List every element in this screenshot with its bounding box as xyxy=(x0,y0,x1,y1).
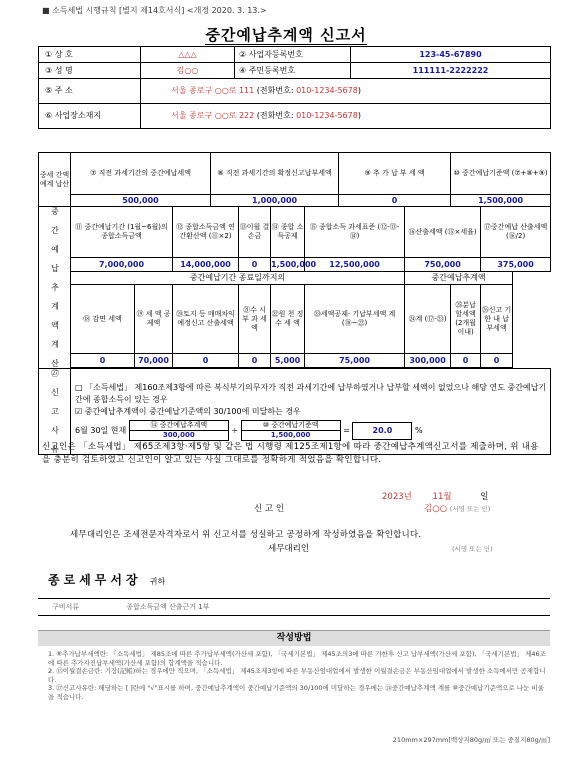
col17-header: ⑰중간예납 산출세액 (⑯/2) xyxy=(481,207,551,258)
col19-header: ⑲ 세 액 공제액 xyxy=(135,285,173,354)
agent-sign: (서명 또는 인) xyxy=(452,545,493,553)
col17-value: 375,000 xyxy=(481,258,551,271)
col14-header: ⑭ 종합 소득공제 xyxy=(271,207,305,258)
biz-phone-value: 010-1234-5678 xyxy=(296,111,358,120)
col8-header: ⑧ 직전 과세기간의 확정신고납부세액 xyxy=(211,153,339,195)
box-b-value: 1,500,000 xyxy=(270,431,311,439)
biz-close: ) xyxy=(357,111,361,120)
col26-header: ㉖신고 기한 내 납부세액 xyxy=(481,285,513,354)
col13-header: ⑬이월 결손금 xyxy=(239,207,271,258)
col8-value: 1,000,000 xyxy=(211,195,339,207)
trade-name-label: ① 상 호 xyxy=(39,47,141,63)
agent-label: 세무대리인 xyxy=(268,544,310,554)
col10-header: ⑩ 중간예납기준액 (⑦+⑧+⑨) xyxy=(451,153,551,195)
instruction-item: 1. ⑨추가납부세액란: 「소득세법」 제85조에 따른 추가납부세액(가산세 포함), 「국세기본법」 제45조의3에 따른 기한후 신고 납부세액(가산세 포함), 「국세기본법」 제46조에 따른 추가자진납부세액(가산세 포함)의 합계액을 적습니다. xyxy=(48,650,546,667)
col19-value: 70,000 xyxy=(135,354,173,367)
col18-value: 0 xyxy=(71,354,135,367)
col18-header: ⑱ 감면 세액 xyxy=(71,285,135,354)
address-cell xyxy=(141,79,551,104)
col9-header: ⑨ 추 가 납 부 세 액 xyxy=(339,153,451,195)
col23-header: ㉓세액공제· 기납부세액 계 (⑱~㉒) xyxy=(305,285,405,354)
col24-value: 300,000 xyxy=(405,354,451,367)
address-phone-label: (전화번호: xyxy=(256,86,294,95)
attachment-row xyxy=(38,598,550,616)
col15-value: 12,500,000 xyxy=(305,258,405,271)
col16-header: ⑯산출세액 (⑮×세율) xyxy=(405,207,481,258)
biz-no-value: 123-45-67890 xyxy=(351,47,551,63)
box-b xyxy=(241,420,341,441)
col12-value: 14,000,000 xyxy=(173,258,239,271)
col16-value: 750,000 xyxy=(405,258,481,271)
rrn-label: ④ 주민등록번호 xyxy=(235,63,351,79)
col11-value: 7,000,000 xyxy=(71,258,173,271)
trade-name-value: △△△ xyxy=(141,47,235,63)
col22-header: ㉒원 천 징 수 세 액 xyxy=(271,285,305,354)
date-month: 11월 xyxy=(432,492,452,502)
address-value: 서울 종로구 ○○로 111 xyxy=(171,86,255,95)
instruction-item: 3. ㉗신고사유란: 해당하는 [ ]란에 "√"표시를 하며, 중간예납추계액이 중간예납기준액의 30/100에 미달하는 경우에는 ㉔중간예납추계액 계를 ⑩중간예납기준액으로 나눈 비율을 적습니다. xyxy=(48,684,544,701)
col7-value: 500,000 xyxy=(71,195,211,207)
paper-spec: 210mm×297mm[백상지80g/㎡ 또는 중질지80g/㎡] xyxy=(392,736,550,744)
col23-value: 75,000 xyxy=(305,354,405,367)
section2-label: 중 간 예 납 추 계 액 계 산 xyxy=(39,207,71,369)
computation-table xyxy=(38,152,551,455)
taxpayer-table xyxy=(38,46,551,129)
equals-sign: = xyxy=(343,426,350,435)
date-day: 일 xyxy=(480,492,489,502)
col22-value: 5,000 xyxy=(271,354,305,367)
reason-ratio-row xyxy=(75,420,546,441)
attachment-text: 종합소득금액 산출근거 1부 xyxy=(126,603,210,611)
date-year: 2023년 xyxy=(382,492,412,502)
declaration-text: 신고인은 「소득세법」 제65조제3항·제5항 및 같은 법 시행령 제125조제1항에 따라 중간예납추계액신고서를 제출하며, 위 내용을 충분히 검토하였고 신고인이 알고 있는 사실 그대로를 정확하게 적었음을 확인합니다. xyxy=(42,442,539,465)
address-close: ) xyxy=(357,86,361,95)
col20-header: ⑳토지 등 매매차익 예정신고 산출세액 xyxy=(173,285,239,354)
address-phone-value: 010-1234-5678 xyxy=(296,86,358,95)
attachment-label: 구비서류 xyxy=(52,603,80,611)
reason-option-1[interactable]: □ 「소득세법」 제160조제3항에 따른 복식부기의무자가 직전 과세기간에 납부하였거나 납부할 세액이 없었으나 해당 연도 중간예납기간에 종합소득이 있는 경우 xyxy=(75,383,547,404)
col25-value: 0 xyxy=(451,354,481,367)
office-suffix: 귀하 xyxy=(149,577,166,586)
name-label: ③ 성 명 xyxy=(39,63,141,79)
biz-phone-label: (전화번호: xyxy=(256,111,294,120)
filer-name: 김○○ xyxy=(424,504,448,514)
col9-value: 0 xyxy=(339,195,451,207)
col7-header: ⑦ 직전 과세기간의 중간예납세액 xyxy=(71,153,211,195)
office-name: 종로세무서장 xyxy=(48,573,142,587)
ratio-value: 20.0 xyxy=(352,422,412,440)
col26-value: 0 xyxy=(481,354,513,367)
divide-sign: ÷ xyxy=(231,426,239,435)
reason-as-of: 6월 30일 현재 xyxy=(75,426,127,435)
prepaid-subheader: 중간예납기간 종료일까지의 xyxy=(71,271,405,284)
reason-label: ㉗ 신 고 사 유 xyxy=(39,369,71,455)
box-a-label: ⑭ 중간예납추계액 xyxy=(130,421,228,431)
instructions-list xyxy=(48,650,548,701)
col21-value: 0 xyxy=(239,354,271,367)
rrn-value: 111111-2222222 xyxy=(351,63,551,79)
col20-value: 0 xyxy=(173,354,239,367)
col12-header: ⑫ 종합소득금액 연간환산액 (⑪×2) xyxy=(173,207,239,258)
col15-header: ⑮ 종합소득 과세표준 (⑫-⑬-⑭) xyxy=(305,207,405,258)
form-number: ■ 소득세법 시행규칙 [별지 제14호서식] <개정 2020. 3. 13.> xyxy=(42,6,267,15)
col10-value: 1,500,000 xyxy=(451,195,551,207)
box-b-label: ⑩ 중간예납기준액 xyxy=(242,421,340,431)
col11-header: ⑪ 중간예납기간 (1월~6월)의 종합소득금액 xyxy=(71,207,173,258)
filer-sign: (서명 또는 인) xyxy=(449,505,491,513)
col25-header: ㉕분납 할세액 (2개월 이내) xyxy=(451,285,481,354)
filer-row xyxy=(424,502,490,514)
agent-text: 세무대리인은 조세전문자격자로서 위 신고서를 성실하고 공정하게 작성하였음을 확인합니다. xyxy=(70,530,422,540)
name-value: 김○○ xyxy=(141,63,235,79)
col24-header: ㉔계 (⑰-㉓) xyxy=(405,285,451,354)
interim-subheader: 중간예납추계액 xyxy=(405,271,513,284)
tax-office xyxy=(48,571,165,588)
section1-label: 중세 간액 예계 납산 xyxy=(39,153,71,207)
date-row xyxy=(382,490,489,502)
instructions-title: 작성방법 xyxy=(38,630,550,646)
percent-sign: % xyxy=(414,426,423,435)
box-a-value: 300,000 xyxy=(162,431,195,439)
instruction-item: 2. ⑬이월결손금란: 기장(記帳)하는 경우에만 적으며, 「소득세법」 제45조제3항에 따른 부동산임대업에서 발생한 이월결손금은 부동산임대업에서 발생한 소득에서만 공제합니다. xyxy=(48,667,546,684)
biz-address-cell xyxy=(141,104,551,129)
reason-option-2[interactable]: ☑ 중간예납추계액이 중간예납기준액의 30/100에 미달하는 경우 xyxy=(75,407,301,416)
biz-no-label: ② 사업자등록번호 xyxy=(235,47,351,63)
filer-label: 신 고 인 xyxy=(254,504,285,514)
box-a xyxy=(129,420,229,441)
page-title: 중간예납추계액 신고서 xyxy=(205,26,367,44)
biz-address-label: ⑥ 사업장소재지 xyxy=(39,104,141,129)
biz-address-value: 서울 종로구 ○○로 222 xyxy=(171,111,255,120)
col14-value: 1,500,000 xyxy=(271,258,305,271)
address-label: ⑤ 주 소 xyxy=(39,79,141,104)
col21-header: ㉑수 시 부 과 세 액 xyxy=(239,285,271,354)
col13-value: 0 xyxy=(239,258,271,271)
